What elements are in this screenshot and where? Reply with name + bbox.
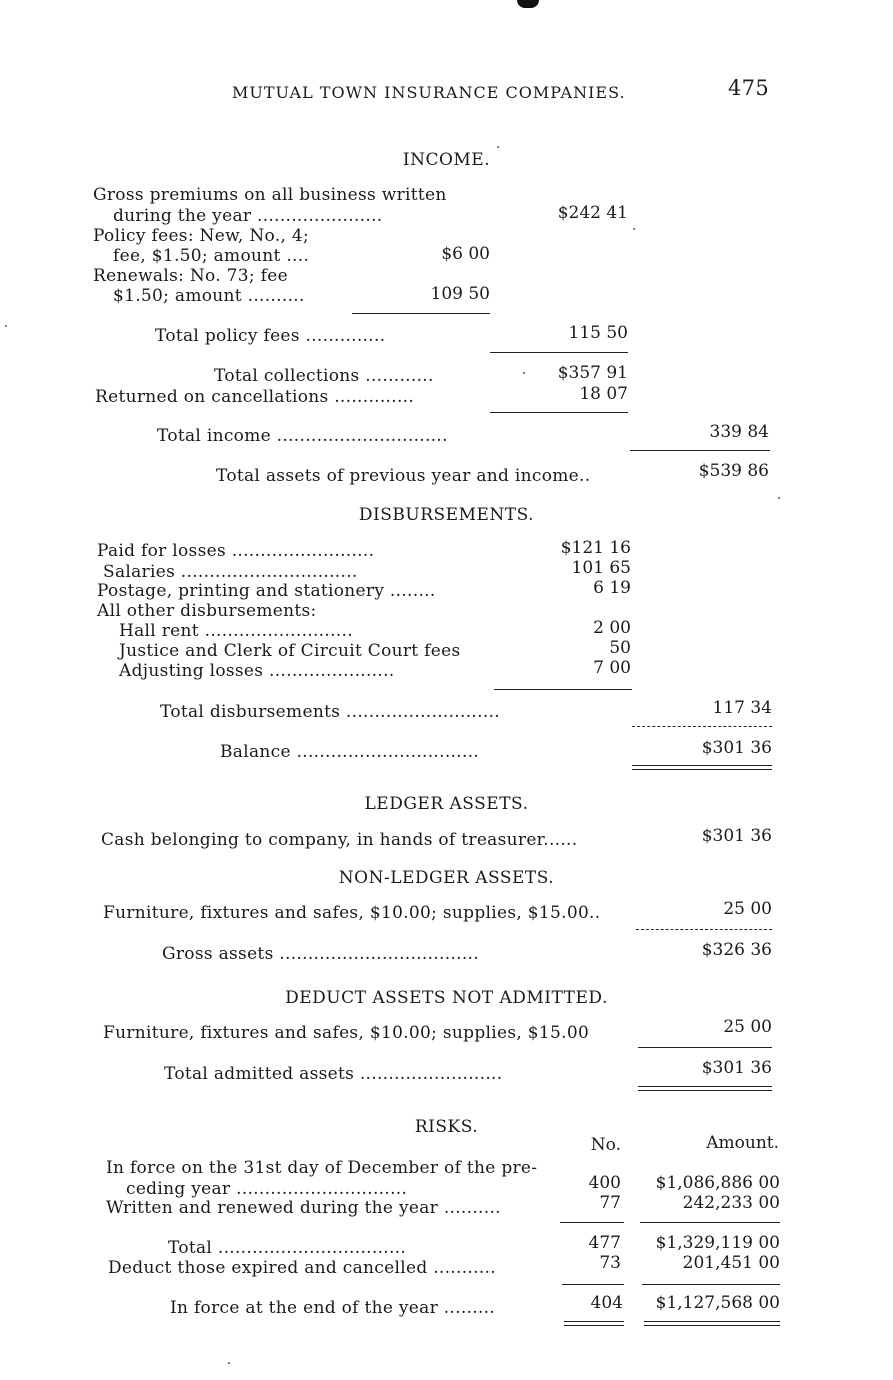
renewals-amount: 109 50 xyxy=(430,284,490,304)
rule xyxy=(494,689,632,690)
rule xyxy=(352,313,490,314)
in-force-end-amount: $1,127,568 00 xyxy=(655,1293,780,1313)
deduct-expired-no: 73 xyxy=(599,1253,621,1273)
column-header-amount: Amount. xyxy=(706,1133,779,1153)
renewals-label: Renewals: No. 73; fee xyxy=(93,266,288,286)
losses-label: Paid for losses ......................... xyxy=(97,541,375,561)
balance-label: Balance ................................ xyxy=(220,742,480,762)
risks-total-amount: $1,329,119 00 xyxy=(655,1233,780,1253)
in-force-no: 400 xyxy=(588,1173,621,1193)
total-assets-label: Total assets of previous year and income.. xyxy=(216,466,591,486)
double-rule xyxy=(644,1321,780,1326)
policy-fees-amount: $6 00 xyxy=(441,244,490,264)
section-heading-non-ledger-assets: NON-LEDGER ASSETS. xyxy=(338,868,555,888)
postage-amount: 6 19 xyxy=(593,578,631,598)
written-amount: 242,233 00 xyxy=(682,1193,780,1213)
other-disbursements-label: All other disbursements: xyxy=(97,601,317,621)
in-force-end-label: In force at the end of the year ......... xyxy=(170,1298,496,1318)
total-policy-fees-amount: 115 50 xyxy=(568,323,628,343)
hall-rent-label: Hall rent .......................... xyxy=(119,621,353,641)
cash-label: Cash belonging to company, in hands of treasurer...... xyxy=(101,830,578,850)
rule xyxy=(562,1284,624,1285)
in-force-label: In force on the 31st day of December of the pre- xyxy=(106,1158,538,1178)
furniture-amount: 25 00 xyxy=(723,899,772,919)
salaries-amount: 101 65 xyxy=(571,558,631,578)
returned-amount: 18 07 xyxy=(579,384,628,404)
column-header-no: No. xyxy=(590,1135,621,1155)
losses-amount: $121 16 xyxy=(560,538,631,558)
justice-fees-label: Justice and Clerk of Circuit Court fees xyxy=(119,641,461,661)
rule xyxy=(642,1284,780,1285)
total-admitted-label: Total admitted assets ......................... xyxy=(164,1064,503,1084)
gross-premiums-label: Gross premiums on all business written xyxy=(93,185,447,205)
rule xyxy=(630,450,770,451)
in-force-label-cont: ceding year .............................. xyxy=(126,1179,408,1199)
written-no: 77 xyxy=(599,1193,621,1213)
gross-assets-label: Gross assets ................................... xyxy=(162,944,479,964)
total-policy-fees-label: Total policy fees .............. xyxy=(155,326,386,346)
rule xyxy=(640,1222,780,1223)
speck xyxy=(778,497,780,499)
section-heading-deduct-assets: DEDUCT ASSETS NOT ADMITTED. xyxy=(285,988,608,1008)
risks-total-label: Total ................................. xyxy=(168,1238,407,1258)
gross-assets-amount: $326 36 xyxy=(701,940,772,960)
justice-fees-amount: 50 xyxy=(609,638,631,658)
double-rule xyxy=(638,1086,772,1091)
deduct-expired-amount: 201,451 00 xyxy=(682,1253,780,1273)
postage-label: Postage, printing and stationery ........ xyxy=(97,581,436,601)
deduct-expired-label: Deduct those expired and cancelled ........... xyxy=(108,1258,496,1278)
salaries-label: Salaries ............................... xyxy=(103,562,358,582)
total-collections-label: Total collections ............ xyxy=(214,366,434,386)
total-income-label: Total income .............................. xyxy=(157,426,448,446)
furniture-label: Furniture, fixtures and safes, $10.00; supplies, $15.00.. xyxy=(103,903,601,923)
section-heading-income: INCOME. xyxy=(402,150,491,170)
double-rule xyxy=(632,765,772,770)
rule xyxy=(490,412,628,413)
section-heading-ledger-assets: LEDGER ASSETS. xyxy=(364,794,529,814)
adjusting-losses-label: Adjusting losses ...................... xyxy=(119,661,395,681)
balance-amount: $301 36 xyxy=(701,738,772,758)
rule xyxy=(490,352,628,353)
total-assets-amount: $539 86 xyxy=(698,461,769,481)
rule xyxy=(638,1047,772,1048)
double-rule xyxy=(564,1321,624,1326)
total-disbursements-amount: 117 34 xyxy=(712,698,772,718)
rule xyxy=(632,726,772,727)
total-admitted-amount: $301 36 xyxy=(701,1058,772,1078)
cash-amount: $301 36 xyxy=(701,826,772,846)
gross-premiums-label-cont: during the year ...................... xyxy=(113,206,383,226)
section-heading-risks: RISKS. xyxy=(414,1117,479,1137)
gross-premiums-amount: $242 41 xyxy=(557,203,628,223)
speck xyxy=(633,228,635,230)
policy-fees-label: Policy fees: New, No., 4; xyxy=(93,226,309,246)
page-number: 475 xyxy=(728,76,769,100)
speck xyxy=(497,146,499,148)
returned-label: Returned on cancellations .............. xyxy=(95,387,415,407)
risks-total-no: 477 xyxy=(588,1233,621,1253)
ink-blot xyxy=(517,0,539,8)
total-disbursements-label: Total disbursements ........................... xyxy=(160,702,500,722)
rule xyxy=(560,1222,624,1223)
deduct-furniture-label: Furniture, fixtures and safes, $10.00; supplies, $15.00 xyxy=(103,1023,590,1043)
section-heading-disbursements: DISBURSEMENTS. xyxy=(358,505,535,525)
hall-rent-amount: 2 00 xyxy=(593,618,631,638)
in-force-end-no: 404 xyxy=(590,1293,623,1313)
rule xyxy=(636,929,772,930)
speck xyxy=(5,325,7,327)
running-title: MUTUAL TOWN INSURANCE COMPANIES. xyxy=(232,83,626,102)
written-label: Written and renewed during the year .......... xyxy=(106,1198,501,1218)
speck xyxy=(228,1362,230,1364)
total-income-amount: 339 84 xyxy=(709,422,769,442)
total-collections-amount: $357 91 xyxy=(557,363,628,383)
renewals-label-cont: $1.50; amount .......... xyxy=(113,286,305,306)
deduct-furniture-amount: 25 00 xyxy=(723,1017,772,1037)
in-force-amount: $1,086,886 00 xyxy=(655,1173,780,1193)
speck xyxy=(523,372,525,374)
policy-fees-label-cont: fee, $1.50; amount .... xyxy=(113,246,310,266)
adjusting-losses-amount: 7 00 xyxy=(593,658,631,678)
